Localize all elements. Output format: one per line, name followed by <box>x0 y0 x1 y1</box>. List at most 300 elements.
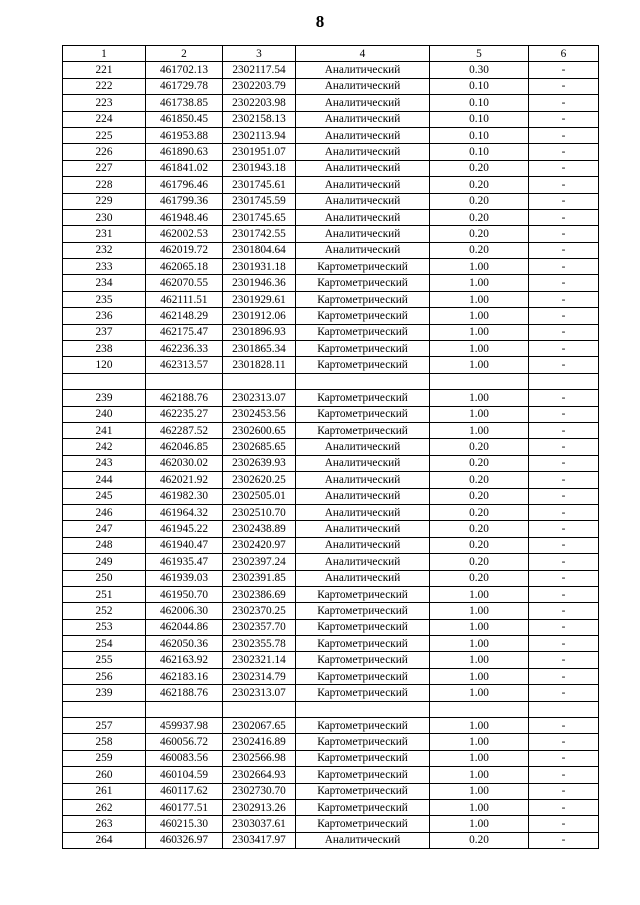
column-header: 4 <box>296 46 430 62</box>
table-cell: 461935.47 <box>146 554 223 570</box>
table-cell: 2301951.07 <box>223 144 296 160</box>
table-cell: - <box>529 488 599 504</box>
table-cell: 2302416.89 <box>223 734 296 750</box>
table-cell: 462163.92 <box>146 652 223 668</box>
table-row <box>63 242 599 258</box>
table-cell: 226 <box>63 144 146 160</box>
table-cell: Аналитический <box>296 488 430 504</box>
table-cell <box>146 373 223 389</box>
table-cell: 462002.53 <box>146 226 223 242</box>
table-cell: 1.00 <box>430 619 529 635</box>
table-cell <box>430 701 529 717</box>
table-cell: Картометрический <box>296 816 430 832</box>
table-row <box>63 177 599 193</box>
table-cell: - <box>529 472 599 488</box>
table-cell: 460177.51 <box>146 799 223 815</box>
table-cell: 1.00 <box>430 767 529 783</box>
table-cell: 0.10 <box>430 111 529 127</box>
table-cell: 462313.57 <box>146 357 223 373</box>
table-cell: 461729.78 <box>146 78 223 94</box>
table-cell: Аналитический <box>296 177 430 193</box>
table-cell: 2301931.18 <box>223 259 296 275</box>
table-cell: 243 <box>63 455 146 471</box>
table-cell: - <box>529 226 599 242</box>
table-cell: 461982.30 <box>146 488 223 504</box>
table-cell: 460117.62 <box>146 783 223 799</box>
table-cell: 1.00 <box>430 652 529 668</box>
table-cell: 1.00 <box>430 390 529 406</box>
table-cell: 225 <box>63 127 146 143</box>
table-cell: Картометрический <box>296 734 430 750</box>
table-cell: 462030.02 <box>146 455 223 471</box>
table-cell: 228 <box>63 177 146 193</box>
table-cell: 2302386.69 <box>223 586 296 602</box>
table-cell: 461945.22 <box>146 521 223 537</box>
table-cell: 245 <box>63 488 146 504</box>
table-cell: 461948.46 <box>146 209 223 225</box>
table-cell: 2302158.13 <box>223 111 296 127</box>
table-cell: 462188.76 <box>146 685 223 701</box>
table-cell: 0.20 <box>430 472 529 488</box>
table-cell: Картометрический <box>296 603 430 619</box>
table-cell: - <box>529 341 599 357</box>
table-cell: 2301943.18 <box>223 160 296 176</box>
table-cell: Картометрический <box>296 619 430 635</box>
column-header: 3 <box>223 46 296 62</box>
table-row <box>63 832 599 848</box>
table-row <box>63 95 599 111</box>
table-cell: - <box>529 357 599 373</box>
table-cell: 1.00 <box>430 603 529 619</box>
table-row <box>63 291 599 307</box>
table-row <box>63 718 599 734</box>
table-cell: 0.20 <box>430 193 529 209</box>
table-cell: 2302321.14 <box>223 652 296 668</box>
table-cell: Аналитический <box>296 78 430 94</box>
table-cell: 462044.86 <box>146 619 223 635</box>
table-cell: 263 <box>63 816 146 832</box>
table-row <box>63 799 599 815</box>
table-cell: 462188.76 <box>146 390 223 406</box>
table-cell: Картометрический <box>296 767 430 783</box>
table-cell <box>146 701 223 717</box>
table-cell: 462287.52 <box>146 422 223 438</box>
table-cell: 1.00 <box>430 668 529 684</box>
table-cell: 2303037.61 <box>223 816 296 832</box>
table-cell: - <box>529 291 599 307</box>
table-cell: Картометрический <box>296 586 430 602</box>
table-cell: 1.00 <box>430 422 529 438</box>
column-header: 1 <box>63 46 146 62</box>
table-cell: 0.20 <box>430 439 529 455</box>
table-cell: - <box>529 439 599 455</box>
table-cell: 256 <box>63 668 146 684</box>
table-cell: Аналитический <box>296 521 430 537</box>
table-row <box>63 537 599 553</box>
table-cell: Картометрический <box>296 406 430 422</box>
table-cell: - <box>529 406 599 422</box>
table-cell: - <box>529 160 599 176</box>
table-cell: - <box>529 718 599 734</box>
table-cell: 1.00 <box>430 750 529 766</box>
table-cell: 257 <box>63 718 146 734</box>
table-cell: 232 <box>63 242 146 258</box>
table-cell: - <box>529 144 599 160</box>
table-row <box>63 226 599 242</box>
table-cell: 461841.02 <box>146 160 223 176</box>
table-cell: Аналитический <box>296 439 430 455</box>
table-row <box>63 160 599 176</box>
table-cell: 259 <box>63 750 146 766</box>
table-cell: 2302685.65 <box>223 439 296 455</box>
table-cell: 2302203.79 <box>223 78 296 94</box>
table-cell: Аналитический <box>296 209 430 225</box>
table-row <box>63 308 599 324</box>
table-cell: 462148.29 <box>146 308 223 324</box>
table-row <box>63 111 599 127</box>
table-cell: Картометрический <box>296 324 430 340</box>
table-row <box>63 341 599 357</box>
table-cell: Картометрический <box>296 750 430 766</box>
table-cell: - <box>529 636 599 652</box>
table-cell: 1.00 <box>430 357 529 373</box>
table-cell: 258 <box>63 734 146 750</box>
table-cell: 239 <box>63 685 146 701</box>
table-cell: - <box>529 422 599 438</box>
table-cell: 253 <box>63 619 146 635</box>
table-cell: 233 <box>63 259 146 275</box>
table-cell: 2302355.78 <box>223 636 296 652</box>
table-cell: 1.00 <box>430 636 529 652</box>
table-cell: Аналитический <box>296 95 430 111</box>
table-cell: 2301742.55 <box>223 226 296 242</box>
table-cell: 255 <box>63 652 146 668</box>
table-cell: 1.00 <box>430 685 529 701</box>
table-cell: 2301946.36 <box>223 275 296 291</box>
table-cell: 244 <box>63 472 146 488</box>
table-cell: 235 <box>63 291 146 307</box>
table-cell: 0.20 <box>430 455 529 471</box>
table-cell: 2302510.70 <box>223 504 296 520</box>
table-row <box>63 193 599 209</box>
table-cell: 2302113.94 <box>223 127 296 143</box>
table-cell: - <box>529 652 599 668</box>
table-cell: 0.20 <box>430 537 529 553</box>
table-cell: - <box>529 504 599 520</box>
table-cell: 2302600.65 <box>223 422 296 438</box>
table-row <box>63 668 599 684</box>
table-cell: 2302067.65 <box>223 718 296 734</box>
table-cell: 460326.97 <box>146 832 223 848</box>
table-cell: 236 <box>63 308 146 324</box>
table-cell: Аналитический <box>296 160 430 176</box>
table-cell: - <box>529 537 599 553</box>
table-cell: 2302117.54 <box>223 62 296 78</box>
table-cell: 461940.47 <box>146 537 223 553</box>
table-row <box>63 586 599 602</box>
table-cell: 247 <box>63 521 146 537</box>
table-cell: - <box>529 259 599 275</box>
table-cell: 254 <box>63 636 146 652</box>
table-cell: - <box>529 734 599 750</box>
table-cell: 229 <box>63 193 146 209</box>
table-row <box>63 390 599 406</box>
table-row <box>63 636 599 652</box>
table-row <box>63 685 599 701</box>
table-cell <box>430 373 529 389</box>
table-cell: 1.00 <box>430 275 529 291</box>
table-cell: 248 <box>63 537 146 553</box>
table-cell: 2302391.85 <box>223 570 296 586</box>
table-row <box>63 373 599 389</box>
table-cell: 1.00 <box>430 783 529 799</box>
table-cell: 246 <box>63 504 146 520</box>
table-cell: Аналитический <box>296 570 430 586</box>
table-cell: 2302438.89 <box>223 521 296 537</box>
table-cell: Картометрический <box>296 422 430 438</box>
table-row <box>63 750 599 766</box>
table-cell: 461738.85 <box>146 95 223 111</box>
table-cell: 1.00 <box>430 799 529 815</box>
table-cell: Аналитический <box>296 504 430 520</box>
table-cell: 460083.56 <box>146 750 223 766</box>
table-row <box>63 767 599 783</box>
table-cell: 250 <box>63 570 146 586</box>
table-cell: 462070.55 <box>146 275 223 291</box>
table-cell: - <box>529 554 599 570</box>
table-cell: 2302313.07 <box>223 685 296 701</box>
table-cell: - <box>529 799 599 815</box>
table-cell: 462236.33 <box>146 341 223 357</box>
page-number: 8 <box>315 12 325 31</box>
table-cell: - <box>529 750 599 766</box>
table-cell: 242 <box>63 439 146 455</box>
table-cell: 1.00 <box>430 586 529 602</box>
table-cell: 2302203.98 <box>223 95 296 111</box>
table-cell: 1.00 <box>430 816 529 832</box>
table-cell: 222 <box>63 78 146 94</box>
table-cell: - <box>529 455 599 471</box>
table-row <box>63 422 599 438</box>
table-cell: Картометрический <box>296 275 430 291</box>
table-cell: - <box>529 685 599 701</box>
table-cell: 462019.72 <box>146 242 223 258</box>
table-cell: 0.10 <box>430 144 529 160</box>
table-cell: - <box>529 177 599 193</box>
column-header: 5 <box>430 46 529 62</box>
table-cell: 260 <box>63 767 146 783</box>
table-cell <box>529 373 599 389</box>
table-cell: 230 <box>63 209 146 225</box>
table-cell: 2302313.07 <box>223 390 296 406</box>
table-cell: Аналитический <box>296 472 430 488</box>
table-cell: - <box>529 193 599 209</box>
table-cell: 2301929.61 <box>223 291 296 307</box>
table-cell <box>529 701 599 717</box>
table-cell: 0.20 <box>430 226 529 242</box>
table-cell: - <box>529 783 599 799</box>
table-cell: - <box>529 95 599 111</box>
table-row <box>63 734 599 750</box>
table-cell: 0.20 <box>430 832 529 848</box>
table-cell <box>223 701 296 717</box>
table-cell: 2301745.61 <box>223 177 296 193</box>
table-cell: 461890.63 <box>146 144 223 160</box>
table-cell <box>63 373 146 389</box>
table-row <box>63 144 599 160</box>
table-cell: 460056.72 <box>146 734 223 750</box>
table-cell: 2302453.56 <box>223 406 296 422</box>
table-cell: Картометрический <box>296 291 430 307</box>
table-cell: Аналитический <box>296 193 430 209</box>
table-cell: - <box>529 324 599 340</box>
table-cell: 0.30 <box>430 62 529 78</box>
table-cell: 1.00 <box>430 324 529 340</box>
table-cell: 462046.85 <box>146 439 223 455</box>
table-cell: 221 <box>63 62 146 78</box>
table-cell: 461702.13 <box>146 62 223 78</box>
table-cell: 0.20 <box>430 177 529 193</box>
table-cell: 120 <box>63 357 146 373</box>
table-cell: 240 <box>63 406 146 422</box>
table-cell: 2301745.65 <box>223 209 296 225</box>
table-cell: 2301865.34 <box>223 341 296 357</box>
table-row <box>63 62 599 78</box>
table-cell: 231 <box>63 226 146 242</box>
table-cell: 0.20 <box>430 521 529 537</box>
table-cell: 461799.36 <box>146 193 223 209</box>
table-cell: Аналитический <box>296 242 430 258</box>
table-cell: Картометрический <box>296 357 430 373</box>
table-row <box>63 619 599 635</box>
table-row <box>63 816 599 832</box>
table-cell: 462111.51 <box>146 291 223 307</box>
table-cell: 1.00 <box>430 718 529 734</box>
table-cell: - <box>529 111 599 127</box>
table-cell: 462006.30 <box>146 603 223 619</box>
table-row <box>63 455 599 471</box>
table-cell: 2302620.25 <box>223 472 296 488</box>
table-cell: Аналитический <box>296 537 430 553</box>
table-cell: - <box>529 570 599 586</box>
table-cell <box>63 701 146 717</box>
table-cell: 2302505.01 <box>223 488 296 504</box>
table-row <box>63 570 599 586</box>
table-cell: - <box>529 619 599 635</box>
table-cell: - <box>529 62 599 78</box>
table-cell: 462175.47 <box>146 324 223 340</box>
table-cell: 239 <box>63 390 146 406</box>
table-row <box>63 488 599 504</box>
table-cell: 252 <box>63 603 146 619</box>
table-cell: Картометрический <box>296 718 430 734</box>
table-cell: 224 <box>63 111 146 127</box>
table-cell: Аналитический <box>296 144 430 160</box>
table-cell: - <box>529 603 599 619</box>
table-cell: - <box>529 816 599 832</box>
table-cell: 2301896.93 <box>223 324 296 340</box>
table-cell: - <box>529 390 599 406</box>
table-cell: 2303417.97 <box>223 832 296 848</box>
table-cell: 1.00 <box>430 308 529 324</box>
table-cell: 241 <box>63 422 146 438</box>
table-cell: 2302357.70 <box>223 619 296 635</box>
column-header: 2 <box>146 46 223 62</box>
table-cell: 0.20 <box>430 554 529 570</box>
table-row <box>63 78 599 94</box>
table-row <box>63 439 599 455</box>
table-cell: 461953.88 <box>146 127 223 143</box>
table-cell: Аналитический <box>296 554 430 570</box>
table-cell: 0.10 <box>430 127 529 143</box>
table-row <box>63 127 599 143</box>
table-cell: 0.20 <box>430 570 529 586</box>
table-cell: 462021.92 <box>146 472 223 488</box>
table-row <box>63 406 599 422</box>
table-cell: 2302913.26 <box>223 799 296 815</box>
table-row <box>63 701 599 717</box>
table-cell: Аналитический <box>296 127 430 143</box>
table-cell: - <box>529 242 599 258</box>
table-cell: Картометрический <box>296 259 430 275</box>
table-cell: Аналитический <box>296 111 430 127</box>
table-cell: 0.20 <box>430 160 529 176</box>
table-row <box>63 504 599 520</box>
table-cell: 462050.36 <box>146 636 223 652</box>
table-cell: 461939.03 <box>146 570 223 586</box>
table-cell: 462183.16 <box>146 668 223 684</box>
table-row <box>63 259 599 275</box>
table-cell: 0.10 <box>430 95 529 111</box>
table-cell: - <box>529 308 599 324</box>
table-cell: Аналитический <box>296 226 430 242</box>
table-row <box>63 357 599 373</box>
table-row <box>63 521 599 537</box>
table-body <box>63 62 599 849</box>
table-cell: Картометрический <box>296 685 430 701</box>
coordinates-table <box>62 45 599 849</box>
table-cell: 460215.30 <box>146 816 223 832</box>
table-cell: - <box>529 767 599 783</box>
table-cell: 261 <box>63 783 146 799</box>
table-cell: 2301912.06 <box>223 308 296 324</box>
table-cell: 227 <box>63 160 146 176</box>
table-cell: 2302314.79 <box>223 668 296 684</box>
table-cell: Картометрический <box>296 799 430 815</box>
table-cell: - <box>529 668 599 684</box>
table-cell: 237 <box>63 324 146 340</box>
table-cell: 459937.98 <box>146 718 223 734</box>
table-cell: 251 <box>63 586 146 602</box>
table-cell: 249 <box>63 554 146 570</box>
table-cell: 1.00 <box>430 259 529 275</box>
table-cell: - <box>529 586 599 602</box>
table-cell: 1.00 <box>430 734 529 750</box>
table-cell: - <box>529 521 599 537</box>
table-cell: 2302566.98 <box>223 750 296 766</box>
table-cell: Аналитический <box>296 62 430 78</box>
table-cell: - <box>529 832 599 848</box>
table-cell <box>223 373 296 389</box>
table-row <box>63 472 599 488</box>
table-row <box>63 275 599 291</box>
table-cell: 2301804.64 <box>223 242 296 258</box>
table-cell: Картометрический <box>296 636 430 652</box>
table-cell: 0.20 <box>430 488 529 504</box>
table-cell: 461796.46 <box>146 177 223 193</box>
table-cell: - <box>529 209 599 225</box>
table-cell: Картометрический <box>296 668 430 684</box>
